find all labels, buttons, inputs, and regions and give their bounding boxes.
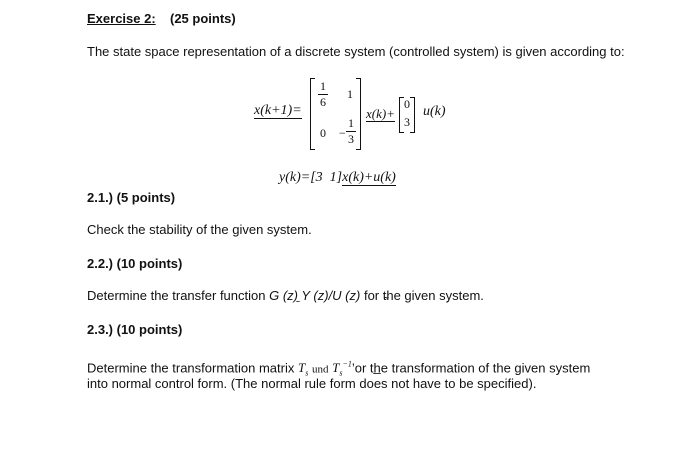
a11-fraction	[318, 80, 328, 109]
b2: 3	[404, 115, 410, 129]
a11-denominator: 6	[320, 95, 326, 109]
state-uk: u(k)	[423, 104, 446, 119]
ts-inverse-superscript: −1	[342, 360, 352, 369]
ts-inverse-subscript: s	[339, 368, 343, 378]
intro-text: The state space representation of a discrete system (controlled system) is given according to:	[87, 44, 625, 59]
state-xk-text: x(k)+	[366, 106, 395, 121]
vector-b-right-bracket	[410, 97, 415, 133]
output-rhs: x(k)+u(k)	[342, 170, 396, 185]
task-2-1-title: 2.1.) (5 points)	[87, 190, 176, 205]
task-2-2-formula: G (z)̱ Y (z)/U (z)	[269, 288, 361, 303]
ts-inverse-symbol	[332, 360, 352, 378]
state-lhs-text: x(k+1)=	[254, 103, 302, 118]
exercise-points: (25 points)	[170, 11, 236, 26]
matrix-a-right-bracket	[356, 78, 361, 150]
task-2-2-text-pre: Determine the transfer function	[87, 288, 270, 303]
output-equation	[272, 154, 396, 186]
und-word: und	[311, 363, 329, 376]
a22-denominator: 3	[348, 132, 354, 146]
task-2-2-text	[87, 288, 484, 304]
task-2-3-text-post: ’or th̲e transformation of the given system	[351, 360, 591, 376]
exercise-title: Exercise 2:	[87, 11, 156, 26]
a12: 1	[347, 87, 353, 101]
a21: 0	[320, 126, 326, 140]
matrix-a-left-bracket	[310, 78, 315, 150]
task-2-2-title: 2.2.) (10 points)	[87, 256, 183, 271]
b1: 0	[404, 97, 410, 111]
state-xk	[366, 106, 395, 122]
ts-symbol	[297, 360, 309, 378]
ts-letter: T	[297, 360, 306, 376]
task-2-3-text-pre: Determine the transformation matrix	[87, 360, 298, 376]
task-2-3-line2: into normal control form. (The normal rule form does not have to be specified).	[87, 376, 537, 391]
ts-subscript: s	[305, 368, 309, 378]
state-lhs	[254, 103, 302, 119]
a22-sign: −	[339, 126, 346, 140]
task-2-2-text-post: for t̴he given system.	[360, 288, 484, 303]
a22-fraction	[346, 117, 356, 146]
ts-inverse-letter: T	[332, 360, 340, 376]
a22-numerator: 1	[348, 116, 354, 130]
a11-numerator: 1	[320, 79, 326, 93]
task-2-1-text: Check the stability of the given system.	[87, 222, 312, 237]
task-2-3-title: 2.3.) (10 points)	[87, 322, 183, 337]
output-lhs: y(k)=[3 1]	[279, 170, 343, 185]
